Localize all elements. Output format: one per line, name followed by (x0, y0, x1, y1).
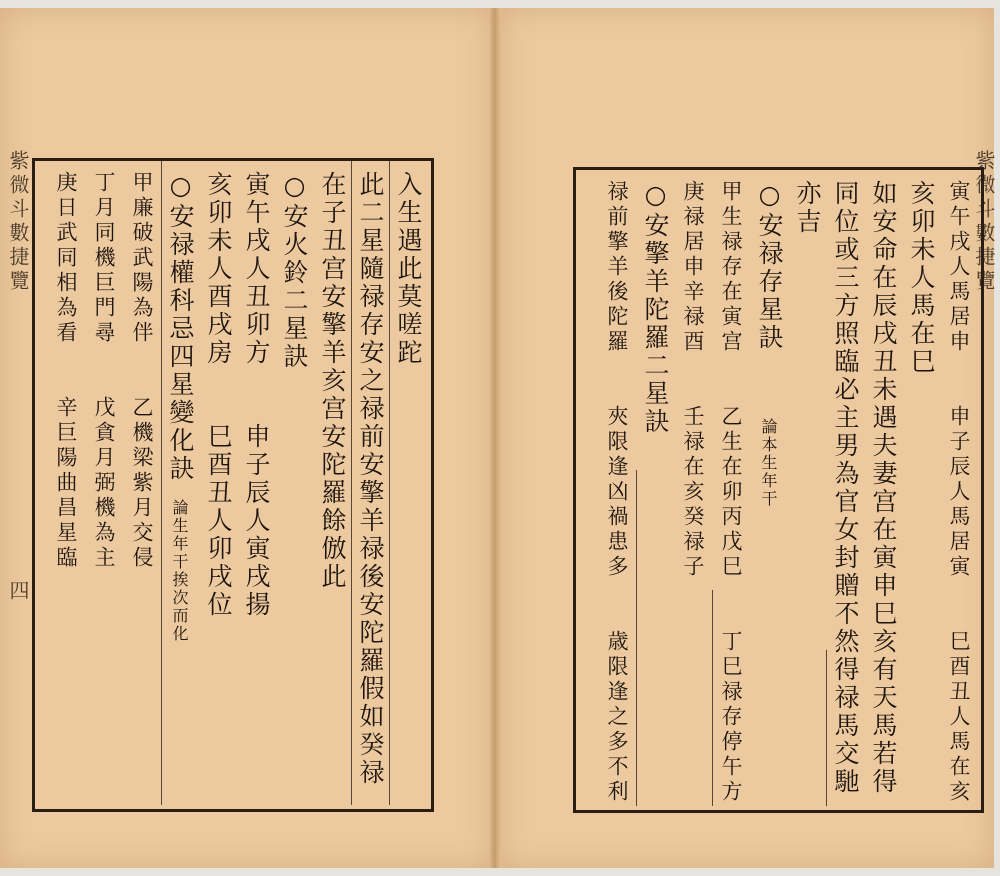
book-gutter (490, 8, 502, 868)
right-column-10: 禄前擎羊後陀羅 夾限逢凶禍患多 歳限逢之多不利 (605, 180, 629, 805)
right-column-7: 甲生禄存在寅宫 乙生在卯丙戊巳 丁巳禄存停午方 (719, 180, 743, 805)
right-text-frame (573, 167, 984, 813)
left-column-6: 亥卯未人酉戌房 巳酉丑人卯戌位 (204, 171, 233, 619)
column-rule (712, 590, 713, 806)
left-column-2: 此二星隨禄存安之禄前安擎羊禄後安陀羅假如癸禄 (356, 171, 385, 787)
left-edge-folio: 四 (6, 580, 30, 604)
column-rule (351, 161, 352, 805)
right-column-6: ○安禄存星訣 (755, 180, 784, 352)
left-sub-note: 論生年干挨次而化 (170, 499, 189, 643)
left-column-5: 寅午戌人丑卯方 申子辰人寅戌揚 (242, 171, 271, 619)
right-column-5: 亦吉 (793, 180, 822, 236)
left-column-8: 甲廉破武陽為伴 乙機梁紫月交侵 (130, 171, 154, 571)
left-column-4: ○安火鈴二星訣 (280, 171, 309, 371)
column-rule (826, 650, 827, 806)
right-sub-note: 論本生年干 (759, 418, 778, 508)
column-rule (161, 161, 162, 805)
right-edge-title: 紫微斗數捷覽 (972, 150, 996, 294)
right-column-9: ○安擎羊陀羅二星訣 (641, 180, 670, 436)
left-text-frame (32, 158, 434, 812)
right-column-2: 亥卯未人馬在巳 (907, 180, 936, 376)
left-column-7: ○安禄權科忌四星變化訣 (166, 171, 195, 483)
left-column-1: 入生遇此莫嗟跎 (394, 171, 423, 367)
left-column-9: 丁月同機巨門尋 戊貪月弼機為主 (92, 171, 116, 571)
left-column-3: 在子丑宫安擎羊亥宫安陀羅餘倣此 (318, 171, 347, 591)
right-column-8: 庚禄居申辛禄酉 壬禄在亥癸禄子 (681, 180, 705, 580)
left-edge-title: 紫微斗數捷覽 (6, 150, 30, 294)
column-rule (636, 470, 637, 806)
right-column-4: 同位或三方照臨必主男為官女封贈不然得禄馬交馳 (831, 180, 860, 796)
right-column-1: 寅午戌人馬居申 申子辰人馬居寅 巳酉丑人馬在亥 (947, 180, 971, 805)
column-rule (389, 161, 390, 805)
left-column-10: 庚日武同相為看 辛巨陽曲昌星臨 (54, 171, 78, 571)
right-column-3: 如安命在辰戌丑未遇夫妻宫在寅申巳亥有天馬若得 (869, 180, 898, 796)
